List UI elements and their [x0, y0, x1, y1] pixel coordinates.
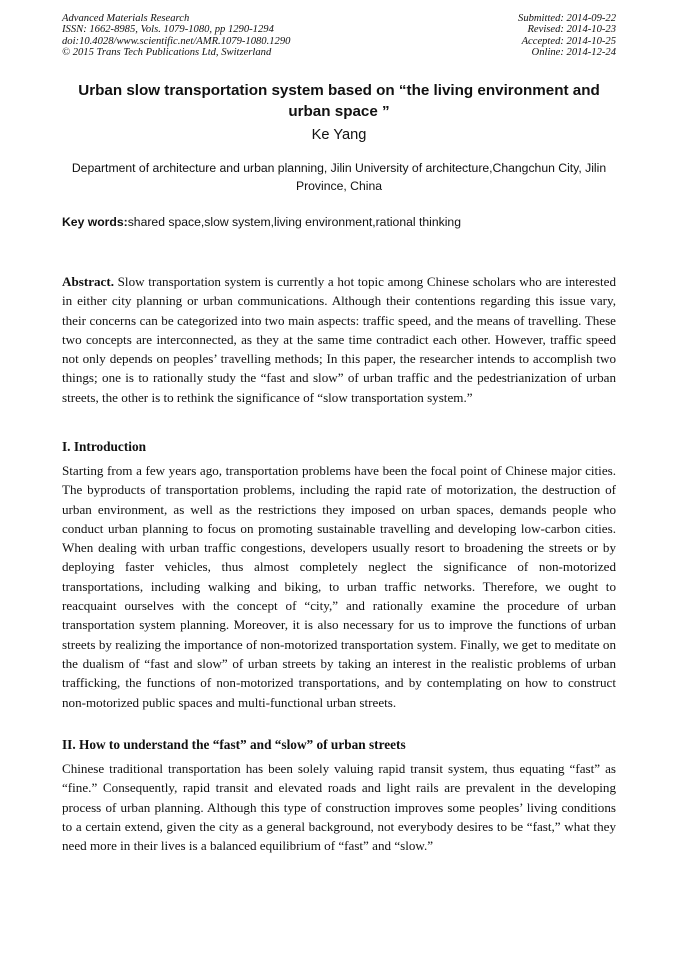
keywords-label: Key words:	[62, 215, 128, 229]
abstract	[62, 272, 616, 407]
section-heading-introduction: I. Introduction	[62, 439, 146, 454]
journal-issn: ISSN: 1662-8985, Vols. 1079-1080, pp 1290-1294	[62, 24, 274, 36]
publication-dates	[518, 13, 616, 59]
date-submitted: Submitted: 2014-09-22	[518, 13, 616, 24]
section-heading-fast-slow: II. How to understand the “fast” and “slow” of urban streets	[62, 737, 406, 752]
date-accepted: Accepted: 2014-10-25	[521, 35, 616, 47]
journal-doi: doi:10.4028/www.scientific.net/AMR.1079-1080.1290	[62, 35, 291, 47]
section-text-introduction: Starting from a few years ago, transportation problems have been the focal point of Chinese major cities. The byproducts of transportation problems, including the rapid rate of motorization, the destruction of urban environment, as well as the restrictions they imposed on urban spaces, demands people who conduct urban planning to focus on promoting sustainable travelling and developing low-carbon cities. When dealing with urban traffic congestions, developers usually resort to broadening the streets or by deploying faster vehicles, thus almost completely neglect the significance of non-motorized transportations, including walking and biking, to urban traffic networks. Therefore, we ought to reacquaint ourselves with the concept of “city,” and rationally examine the procedure of urban transportation system planning. Moreover, it is also necessary for us to improve the functions of urban streets by realizing the importance of non-motorized transportation system. Finally, we get to meditate on the dualism of “fast and slow” of urban streets by taking an interest in the realistic problems of urban trafficking, the functions of non-motorized transportations, and by contemplating on how to construct non-motorized public spaces and multi-functional urban streets.	[62, 463, 616, 710]
date-revised: Revised: 2014-10-23	[527, 24, 616, 36]
paper-title: Urban slow transportation system based on “the living environment and urban space ”	[78, 82, 600, 120]
abstract-text: Slow transportation system is currently a hot topic among Chinese scholars who are interested in either city planning or urban communications. Although their contentions regarding this issue vary, their concerns can be categorized into two main aspects: traffic speed, and the means of travelling. These two concepts are interconnected, as they at the same time contradict each other. However, traffic speed not only depends on peoples’ travelling methods; In this paper, the researcher intends to accomplish two things; one is to rationally study the “fast and slow” of urban traffic and the pedestrianization of urban streets, the other is to rethink the significance of “slow transportation system.”	[62, 274, 616, 405]
section-text-fast-slow: Chinese traditional transportation has been solely valuing rapid transit system, thus equating “fast” as “fine.” Consequently, rapid transit and elevated roads and light rails are prevalent in the developing process of urban planning. Although this type of construction improves some peoples’ living conditions to a certain extend, given the city as a general background, not everybody desires to be “fast,” what they need more in their lives is a balanced equilibrium of “fast” and “slow.”	[62, 761, 616, 854]
journal-name: Advanced Materials Research	[62, 13, 190, 24]
journal-copyright: © 2015 Trans Tech Publications Ltd, Switzerland	[62, 47, 272, 59]
keywords	[62, 214, 616, 230]
abstract-label: Abstract.	[62, 274, 114, 289]
date-online: Online: 2014-12-24	[531, 47, 616, 59]
paper-author: Ke Yang	[311, 127, 367, 143]
journal-info	[62, 13, 290, 59]
author-affiliation: Department of architecture and urban planning, Jilin University of architecture,Changchun City, Jilin Province, China	[71, 161, 607, 193]
keywords-text: shared space,slow system,living environment,rational thinking	[127, 215, 461, 229]
